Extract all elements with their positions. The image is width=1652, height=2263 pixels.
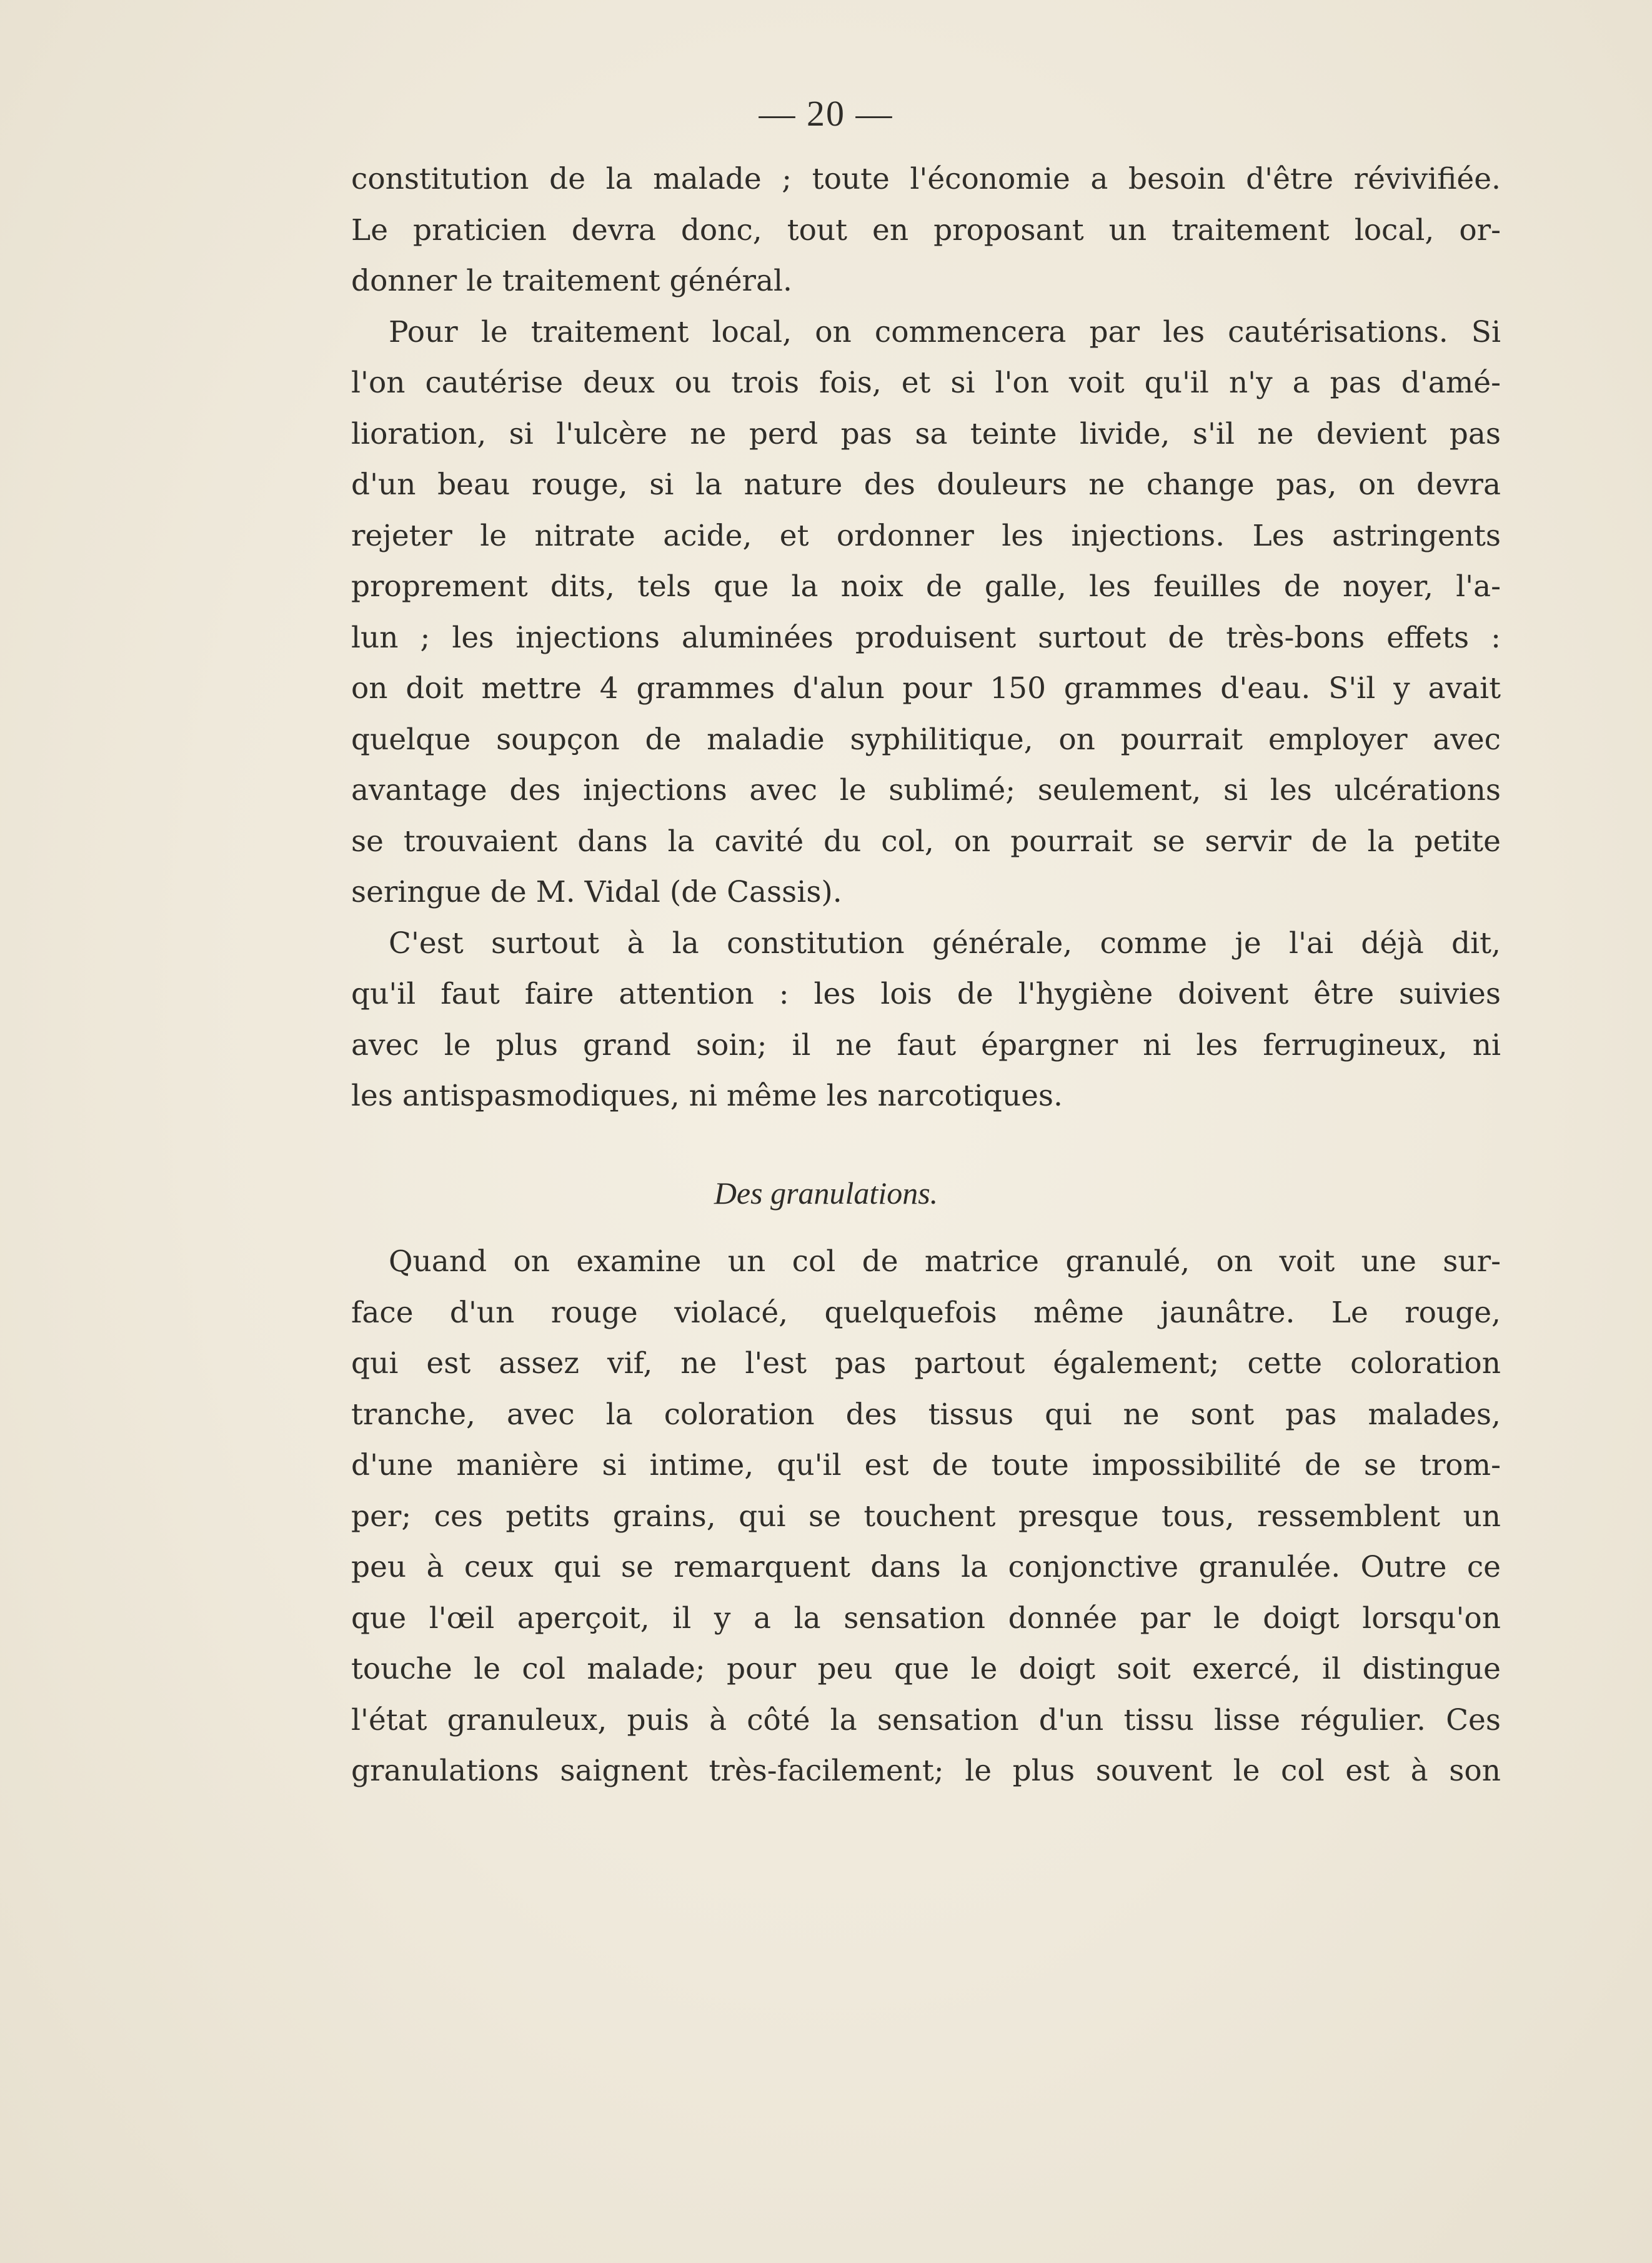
text-line: Quand on examine un col de matrice granulé, on voit une sur- <box>389 1244 1501 1279</box>
text-line: avec le plus grand soin; il ne faut épargner ni les ferrugineux, ni <box>351 1027 1501 1062</box>
text-line: l'état granuleux, puis à côté la sensation d'un tissu lisse régulier. Ces <box>351 1702 1501 1737</box>
text-line: Le praticien devra donc, tout en proposant un traitement local, or- <box>351 212 1501 247</box>
text-line: touche le col malade; pour peu que le doigt soit exercé, il distingue <box>351 1652 1501 1686</box>
text-line: lioration, si l'ulcère ne perd pas sa teinte livide, s'il ne devient pas <box>351 416 1501 451</box>
text-line: constitution de la malade ; toute l'économie a besoin d'être révivifiée. <box>351 162 1501 196</box>
text-line: avantage des injections avec le sublimé; seulement, si les ulcérations <box>351 773 1501 807</box>
text-line: proprement dits, tels que la noix de galle, les feuilles de noyer, l'a- <box>351 569 1501 604</box>
text-line: face d'un rouge violacé, quelquefois même jaunâtre. Le rouge, <box>351 1295 1501 1330</box>
text-line: que l'œil aperçoit, il y a la sensation donnée par le doigt lorsqu'on <box>351 1601 1501 1636</box>
text-line: rejeter le nitrate acide, et ordonner les injections. Les astringents <box>351 518 1501 553</box>
body-text-lower <box>351 1236 1501 1797</box>
text-line: granulations saignent très-facilement; le plus souvent le col est à son <box>351 1754 1501 1788</box>
text-line: on doit mettre 4 grammes d'alun pour 150 grammes d'eau. S'il y avait <box>351 671 1501 706</box>
text-line: les antispasmodiques, ni même les narcotiques. <box>351 1079 1063 1113</box>
section-heading: Des granulations. <box>714 1176 938 1211</box>
text-line: peu à ceux qui se remarquent dans la conjonctive granulée. Outre ce <box>351 1550 1501 1584</box>
text-line: C'est surtout à la constitution générale, comme je l'ai déjà dit, <box>389 926 1501 961</box>
text-line: qu'il faut faire attention : les lois de l'hygiène doivent être suivies <box>351 977 1501 1011</box>
page-number: — 20 — <box>759 93 893 134</box>
text-line: se trouvaient dans la cavité du col, on pourrait se servir de la petite <box>351 824 1501 859</box>
text-line: d'un beau rouge, si la nature des douleurs ne change pas, on devra <box>351 467 1501 502</box>
text-line: seringue de M. Vidal (de Cassis). <box>351 875 842 909</box>
text-line: Pour le traitement local, on commencera par les cautérisations. Si <box>389 314 1501 349</box>
text-line: tranche, avec la coloration des tissus qui ne sont pas malades, <box>351 1397 1501 1432</box>
text-line: per; ces petits grains, qui se touchent presque tous, ressemblent un <box>351 1499 1501 1534</box>
text-line: quelque soupçon de maladie syphilitique, on pourrait employer avec <box>351 722 1501 757</box>
body-text-upper <box>351 154 1501 1122</box>
text-line: donner le traitement général. <box>351 264 792 298</box>
text-line: d'une manière si intime, qu'il est de toute impossibilité de se trom- <box>351 1448 1501 1482</box>
text-line: qui est assez vif, ne l'est pas partout également; cette coloration <box>351 1346 1501 1381</box>
text-line: l'on cautérise deux ou trois fois, et si l'on voit qu'il n'y a pas d'amé- <box>351 366 1501 400</box>
text-line: lun ; les injections aluminées produisent surtout de très-bons effets : <box>351 620 1501 655</box>
